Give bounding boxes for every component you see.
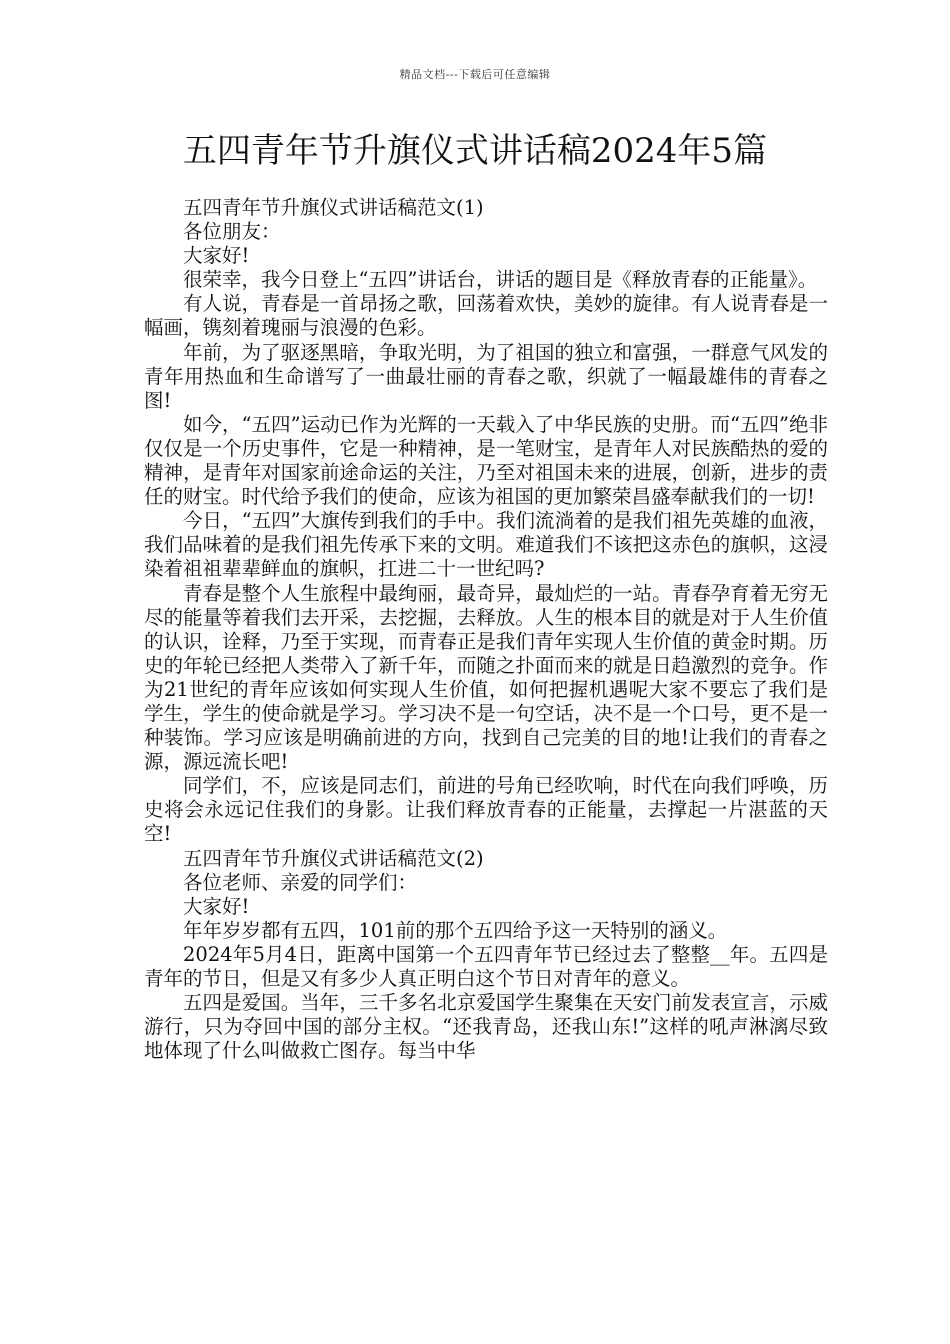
paragraph: 如今，“五四”运动已作为光辉的一天载入了中华民族的史册。而“五四”绝非仅仅是一个历史事件，它是一种精神，是一笔财宝，是青年人对民族酷热的爱的精神，是青年对国家前途命运的关注，乃至对祖国未来的进展，创新，进步的责任的财宝。时代给予我们的使命，应该为祖国的更加繁荣昌盛奉献我们的一切! — [144, 412, 828, 509]
paragraph: 各位朋友： — [183, 220, 281, 244]
paragraph: 各位老师、亲爱的同学们： — [183, 870, 418, 894]
paragraph: 很荣幸，我今日登上“五四”讲话台，讲话的题目是《释放青春的正能量》。 — [183, 268, 818, 292]
paragraph: 青春是整个人生旅程中最绚丽，最奇异，最灿烂的一站。青春孕育着无穷无尽的能量等着我们去开采，去挖掘，去释放。人生的根本目的就是对于人生价值的认识，诠释，乃至于实现，而青春正是我们青年实现人生价值的黄金时期。历史的年轮已经把人类带入了新千年，而随之扑面而来的就是日趋激烈的竞争。作为21世纪的青年应该如何实现人生价值，如何把握机遇呢大家不要忘了我们是学生，学生的使命就是学习。学习决不是一句空话，决不是一个口号，更不是一种装饰。学习应该是明确前进的方向，找到自己完美的目的地!让我们的青春之源，源远流长吧! — [144, 581, 828, 774]
paragraph: 五四青年节升旗仪式讲话稿范文(2) — [183, 846, 484, 870]
header-note: 精品文档---下载后可任意编辑 — [399, 68, 551, 81]
paragraph: 有人说，青春是一首昂扬之歌，回荡着欢快，美妙的旋律。有人说青春是一幅画，镌刻着瑰丽与浪漫的色彩。 — [144, 292, 828, 340]
document-body — [144, 196, 828, 1063]
paragraph: 五四是爱国。当年，三千多名北京爱国学生聚集在天安门前发表宣言，示威游行，只为夺回中国的部分主权。“还我青岛，还我山东!”这样的吼声淋漓尽致地体现了什么叫做救亡图存。每当中华 — [144, 991, 828, 1063]
paragraph: 今日，“五四”大旗传到我们的手中。我们流淌着的是我们祖先英雄的血液，我们品味着的是我们祖先传承下来的文明。难道我们不该把这赤色的旗帜，这浸染着祖祖辈辈鲜血的旗帜，扛进二十一世纪吗? — [144, 509, 828, 581]
paragraph: 五四青年节升旗仪式讲话稿范文(1) — [183, 196, 484, 219]
paragraph: 大家好! — [183, 244, 250, 268]
paragraph: 2024年5月4日，距离中国第一个五四青年节已经过去了整整__年。五四是青年的节日，但是又有多少人真正明白这个节日对青年的意义。 — [144, 942, 828, 990]
paragraph: 大家好! — [183, 894, 250, 918]
paragraph: 年年岁岁都有五四，101前的那个五四给予这一天特别的涵义。 — [183, 918, 728, 942]
document-title: 五四青年节升旗仪式讲话稿2024年5篇 — [182, 131, 768, 171]
paragraph: 年前，为了驱逐黑暗，争取光明，为了祖国的独立和富强，一群意气风发的青年用热血和生命谱写了一曲最壮丽的青春之歌，织就了一幅最雄伟的青春之图! — [144, 340, 828, 412]
paragraph: 同学们，不，应该是同志们，前进的号角已经吹响，时代在向我们呼唤，历史将会永远记住我们的身影。让我们释放青春的正能量，去撑起一片湛蓝的天空! — [144, 774, 828, 846]
